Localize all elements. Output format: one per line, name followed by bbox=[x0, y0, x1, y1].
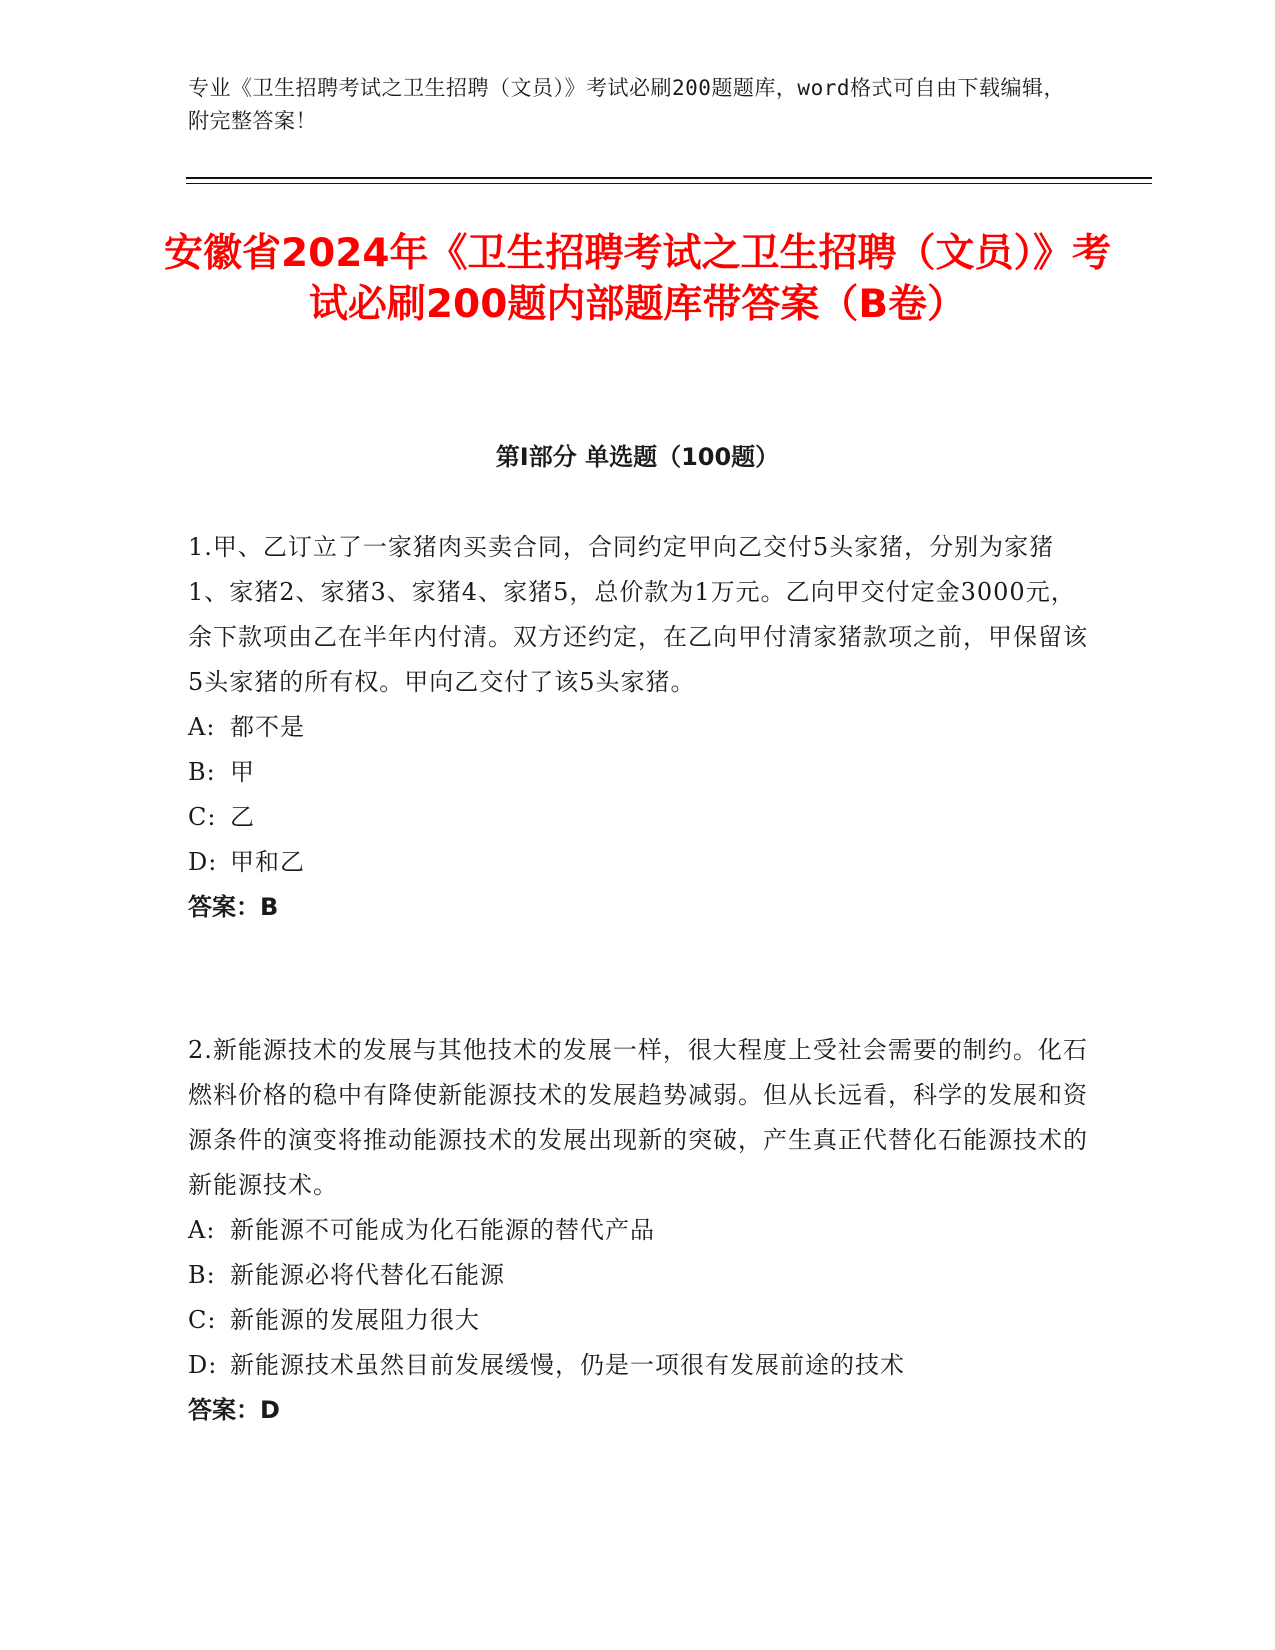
option-letter: B: bbox=[188, 1261, 216, 1289]
option-letter: C: bbox=[188, 1306, 217, 1334]
option-letter: D: bbox=[188, 848, 218, 876]
option-text: 新能源的发展阻力很大 bbox=[230, 1306, 480, 1334]
option-b bbox=[188, 1253, 1088, 1298]
option-text: 新能源必将代替化石能源 bbox=[230, 1261, 505, 1289]
option-letter: C: bbox=[188, 803, 217, 831]
option-text: 都不是 bbox=[230, 713, 305, 741]
option-d bbox=[188, 840, 1088, 885]
question-stem: 1.甲、乙订立了一家猪肉买卖合同，合同约定甲向乙交付5头家猪，分别为家猪1、家猪2、家猪3、家猪4、家猪5，总价款为1万元。乙向甲交付定金3000元，余下款项由乙在半年内付清。双方还约定，在乙向甲付清家猪款项之前，甲保留该5头家猪的所有权。甲向乙交付了该5头家猪。 bbox=[188, 533, 1088, 696]
option-letter: A: bbox=[188, 1216, 216, 1244]
option-a bbox=[188, 1208, 1088, 1253]
header-divider-thin bbox=[186, 183, 1152, 184]
option-d bbox=[188, 1343, 1088, 1388]
answer-line: 答案：D bbox=[188, 1396, 280, 1424]
option-text: 乙 bbox=[230, 803, 255, 831]
option-c bbox=[188, 795, 1088, 840]
option-letter: A: bbox=[188, 713, 216, 741]
header-divider bbox=[186, 177, 1152, 179]
intro-text: 专业《卫生招聘考试之卫生招聘（文员）》考试必刷200题题库，word格式可自由下载编辑，附完整答案！ bbox=[188, 76, 1065, 133]
answer-line: 答案：B bbox=[188, 893, 279, 921]
option-a bbox=[188, 705, 1088, 750]
option-c bbox=[188, 1298, 1088, 1343]
question-2 bbox=[188, 1028, 1088, 1433]
section-heading: 第I部分 单选题（100题） bbox=[495, 443, 780, 471]
document-title: 安徽省2024年《卫生招聘考试之卫生招聘（文员）》考试必刷200题内部题库带答案（B卷） bbox=[163, 231, 1112, 327]
option-text: 新能源技术虽然目前发展缓慢，仍是一项很有发展前途的技术 bbox=[230, 1351, 905, 1379]
question-1 bbox=[188, 525, 1088, 930]
option-text: 新能源不可能成为化石能源的替代产品 bbox=[230, 1216, 655, 1244]
option-letter: D: bbox=[188, 1351, 218, 1379]
option-b bbox=[188, 750, 1088, 795]
option-text: 甲 bbox=[230, 758, 255, 786]
option-letter: B: bbox=[188, 758, 216, 786]
question-stem: 2.新能源技术的发展与其他技术的发展一样，很大程度上受社会需要的制约。化石燃料价格的稳中有降使新能源技术的发展趋势减弱。但从长远看，科学的发展和资源条件的演变将推动能源技术的发展出现新的突破，产生真正代替化石能源技术的新能源技术。 bbox=[188, 1036, 1088, 1199]
option-text: 甲和乙 bbox=[230, 848, 305, 876]
